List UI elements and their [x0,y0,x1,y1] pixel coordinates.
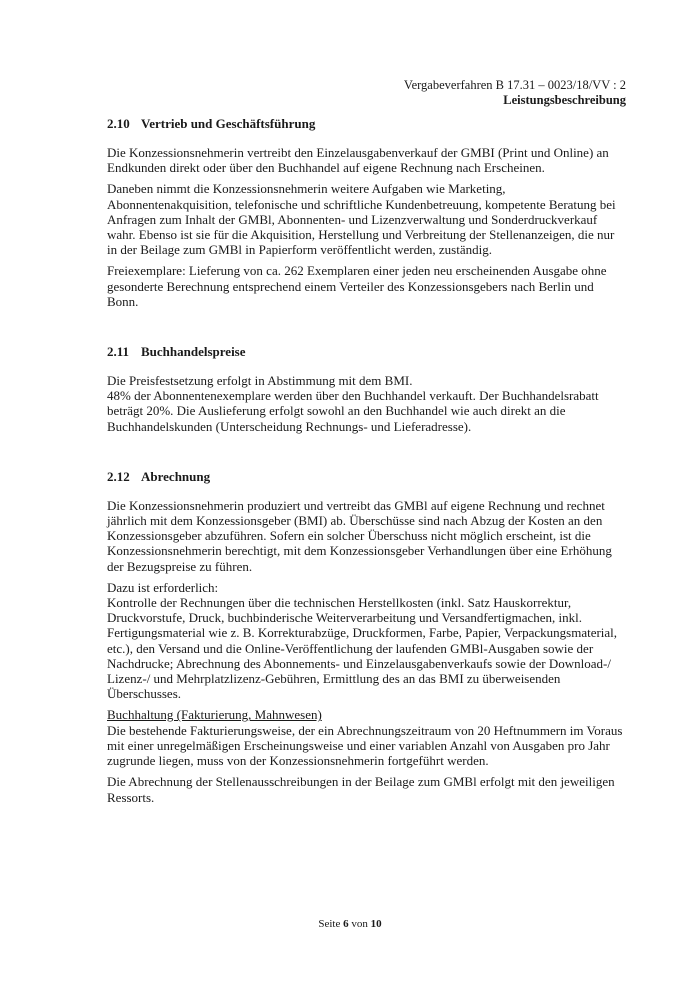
subheading: Buchhaltung (Fakturierung, Mahnwesen) [107,707,322,723]
paragraph-lead: Dazu ist erforderlich: [107,579,219,595]
section-number: 2.10 [107,116,130,131]
section-2-10 [107,116,627,309]
page-of-label: von [351,918,368,930]
section-2-11 [107,344,627,434]
page-footer [0,918,700,930]
main-content [107,116,627,840]
paragraph-line: 48% der Abonnentenexemplare werden über den Buchhandel verkauft. Der Buchhandelsrabatt beträgt 20%. Die Auslieferung erfolgt sowohl an den Buchhandel wie auch direkt an die Buchhandelskunden (Unterscheidung Rechnungs- und Lieferadresse). [107,388,599,434]
paragraph [107,707,627,768]
page-header [404,78,626,108]
section-title: Buchhandelspreise [141,344,246,360]
paragraph: Die Konzessionsnehmerin produziert und vertreibt das GMBl auf eigene Rechnung und rechnet jährlich mit dem Konzessionsgeber (BMI) ab. Überschüsse sind nach Abzug der Kosten an den Konzessionsgeber abzuführen. Sofern ein solcher Überschuss nicht möglich erscheint, ist die Konzessionsnehmerin berechtigt, mit dem Konzessionsgeber Verhandlungen über eine Erhöhung der Bezugspreise zu führen. [107,497,612,574]
page-number: 6 [343,918,349,930]
paragraph: Die Abrechnung der Stellenausschreibungen in der Beilage zum GMBl erfolgt mit den jeweiligen Ressorts. [107,774,615,805]
section-heading [107,469,627,484]
section-title: Abrechnung [141,468,211,484]
paragraph-line: Die Preisfestsetzung erfolgt in Abstimmung mit dem BMI. [107,373,413,389]
page-label: Seite [318,918,341,930]
paragraph: Freiexemplare: Lieferung von ca. 262 Exemplaren einer jeden neu erscheinenden Ausgabe ohne gesonderte Berechnung entsprechend einem Verteiler des Konzessionsgebers nach Berlin und Bonn. [107,263,607,309]
paragraph [107,373,627,434]
section-number: 2.12 [107,468,130,484]
section-2-12 [107,469,627,805]
document-subtitle: Leistungsbeschreibung [503,93,626,107]
paragraph-body: Kontrolle der Rechnungen über die technischen Herstellkosten (inkl. Satz Hauskorrektur, Druckvorstufe, Druck, buchbinderische Weiterverarbeitung und Versandfertigmachen, inkl. Fertigungsmaterial wie z. B. Korrekturabzüge, Druckformen, Farbe, Papier, Verpackungsmaterial, etc.), den Versand und die Online-Veröffentlichung der laufenden GMBl-Ausgaben sowie der Nachdrucke; Abrechnung des Abonnements- und Einzelausgabenverkaufs sowie der Download-/ Lizenz-/ und Mehrplatzlizenz-Gebühren, Ermittlung des an das BMI zu überweisenden Überschusses. [107,595,618,702]
section-number: 2.11 [107,344,130,360]
paragraph: Die Konzessionsnehmerin vertreibt den Einzelausgabenverkauf der GMBI (Print und Online) an Endkunden direkt oder über den Buchhandel auf eigene Rechnung nach Erscheinen. [107,145,609,176]
section-title: Vertrieb und Geschäftsführung [141,116,316,131]
paragraph: Daneben nimmt die Konzessionsnehmerin weitere Aufgaben wie Marketing, Abonnentenakquisition, telefonische und schriftliche Kundenbetreuung, kompetente Beratung bei Anfragen zum Inhalt der GMBl, Abonnenten- und Lizenzverwaltung und Sonderdruckverkauf wahr. Ebenso ist sie für die Akquisition, Herstellung und Verbreitung der Stellenanzeigen, die nur in der Beilage zum GMBl in Papierform veröffentlicht werden, zuständig. [107,181,616,258]
paragraph [107,580,627,702]
section-heading [107,344,627,359]
paragraph-body: Die bestehende Fakturierungsweise, der ein Abrechnungszeitraum von 20 Heftnummern im Voraus mit einer unregelmäßigen Erscheinungsweise und einer variablen Anzahl von Ausgaben pro Jahr zugrunde liegen, muss von der Konzessionsnehmerin fortgeführt werden. [107,722,623,769]
reference-number: Vergabeverfahren B 17.31 – 0023/18/VV : 2 [403,78,626,92]
page-total: 10 [370,918,382,930]
section-heading [107,116,627,131]
